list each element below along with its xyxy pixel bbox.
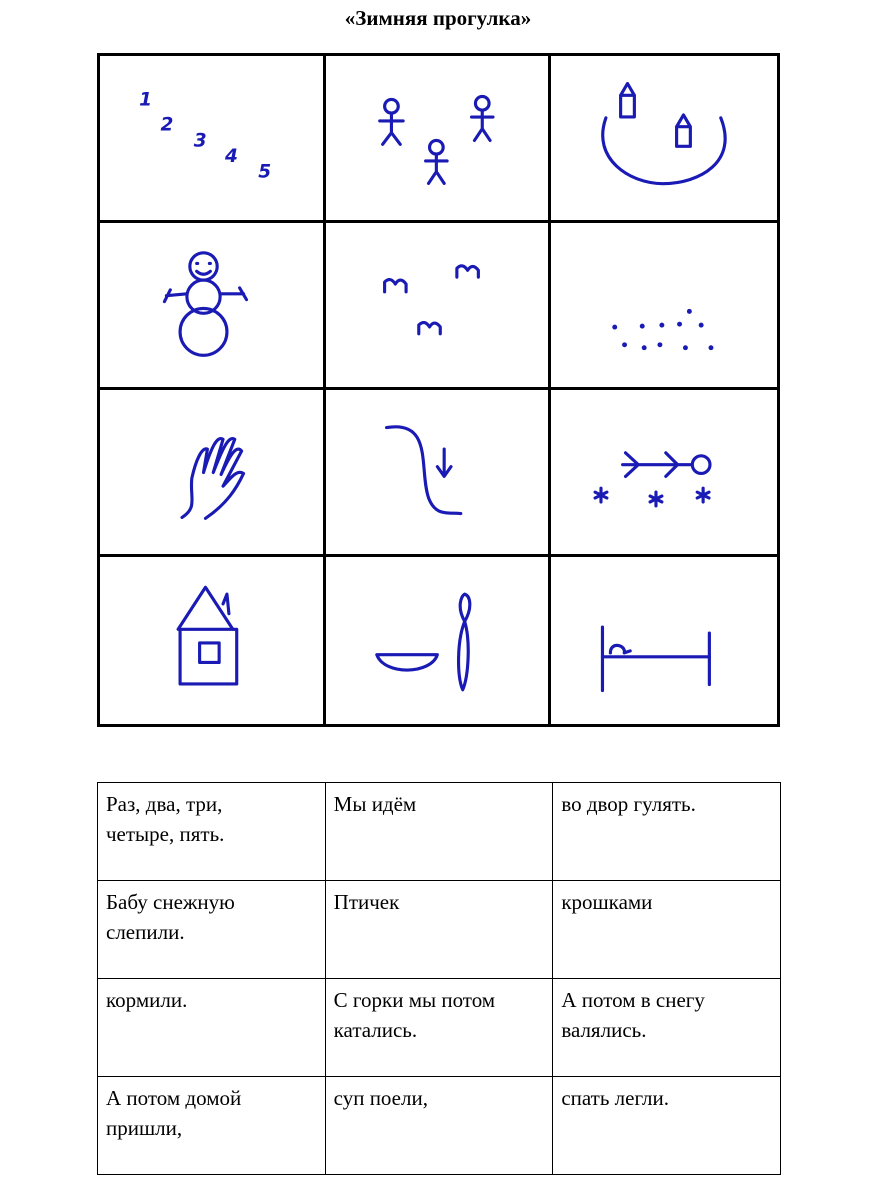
numbers-icon: [100, 56, 323, 220]
hand-icon: [100, 390, 323, 554]
walking-people-icon: [326, 56, 549, 220]
table-cell: Раз, два, три, четыре, пять.: [98, 783, 326, 881]
table-row: [98, 979, 781, 1077]
table-row: [98, 881, 781, 979]
pictogram-cell: [551, 390, 777, 557]
table-cell: крошками: [553, 881, 781, 979]
table-cell: кормили.: [98, 979, 326, 1077]
page-title: «Зимняя прогулка»: [344, 6, 532, 30]
table-cell: Бабу снежную слепили.: [98, 881, 326, 979]
pictogram-cell: [100, 390, 326, 557]
table-cell: А потом домой пришли,: [98, 1077, 326, 1175]
text-table: [97, 782, 781, 1175]
table-cell: Мы идём: [325, 783, 553, 881]
digit-3: 3: [193, 130, 207, 152]
table-cell: во двор гулять.: [553, 783, 781, 881]
digit-2: 2: [160, 114, 174, 136]
digit-4: 4: [225, 145, 238, 167]
house-icon: [100, 557, 323, 724]
pictogram-cell: [551, 223, 777, 390]
snowman-icon: [100, 223, 323, 387]
pictogram-cell: [551, 56, 777, 223]
pictogram-cell: [100, 56, 326, 223]
pictogram-cell: [326, 56, 552, 223]
soup-bowl-spoon-icon: [326, 557, 549, 724]
birds-icon: [326, 223, 549, 387]
sledding-hill-icon: [326, 390, 549, 554]
pictogram-cell: [326, 557, 552, 724]
yard-icon: [551, 56, 777, 220]
crumbs-icon: [551, 223, 777, 387]
table-cell: спать легли.: [553, 1077, 781, 1175]
digit-5: 5: [258, 161, 272, 183]
digit-1: 1: [139, 89, 152, 111]
bed-icon: [551, 557, 777, 724]
table-row: [98, 783, 781, 881]
pictogram-cell: [326, 390, 552, 557]
lying-in-snow-icon: [551, 390, 777, 554]
table-cell: С горки мы потом катались.: [325, 979, 553, 1077]
table-cell: суп поели,: [325, 1077, 553, 1175]
pictogram-cell: [100, 557, 326, 724]
pictogram-cell: [326, 223, 552, 390]
pictogram-cell: [551, 557, 777, 724]
table-cell: Птичек: [325, 881, 553, 979]
pictogram-grid: [97, 53, 780, 727]
pictogram-cell: [100, 223, 326, 390]
table-row: [98, 1077, 781, 1175]
table-cell: А потом в снегу валялись.: [553, 979, 781, 1077]
